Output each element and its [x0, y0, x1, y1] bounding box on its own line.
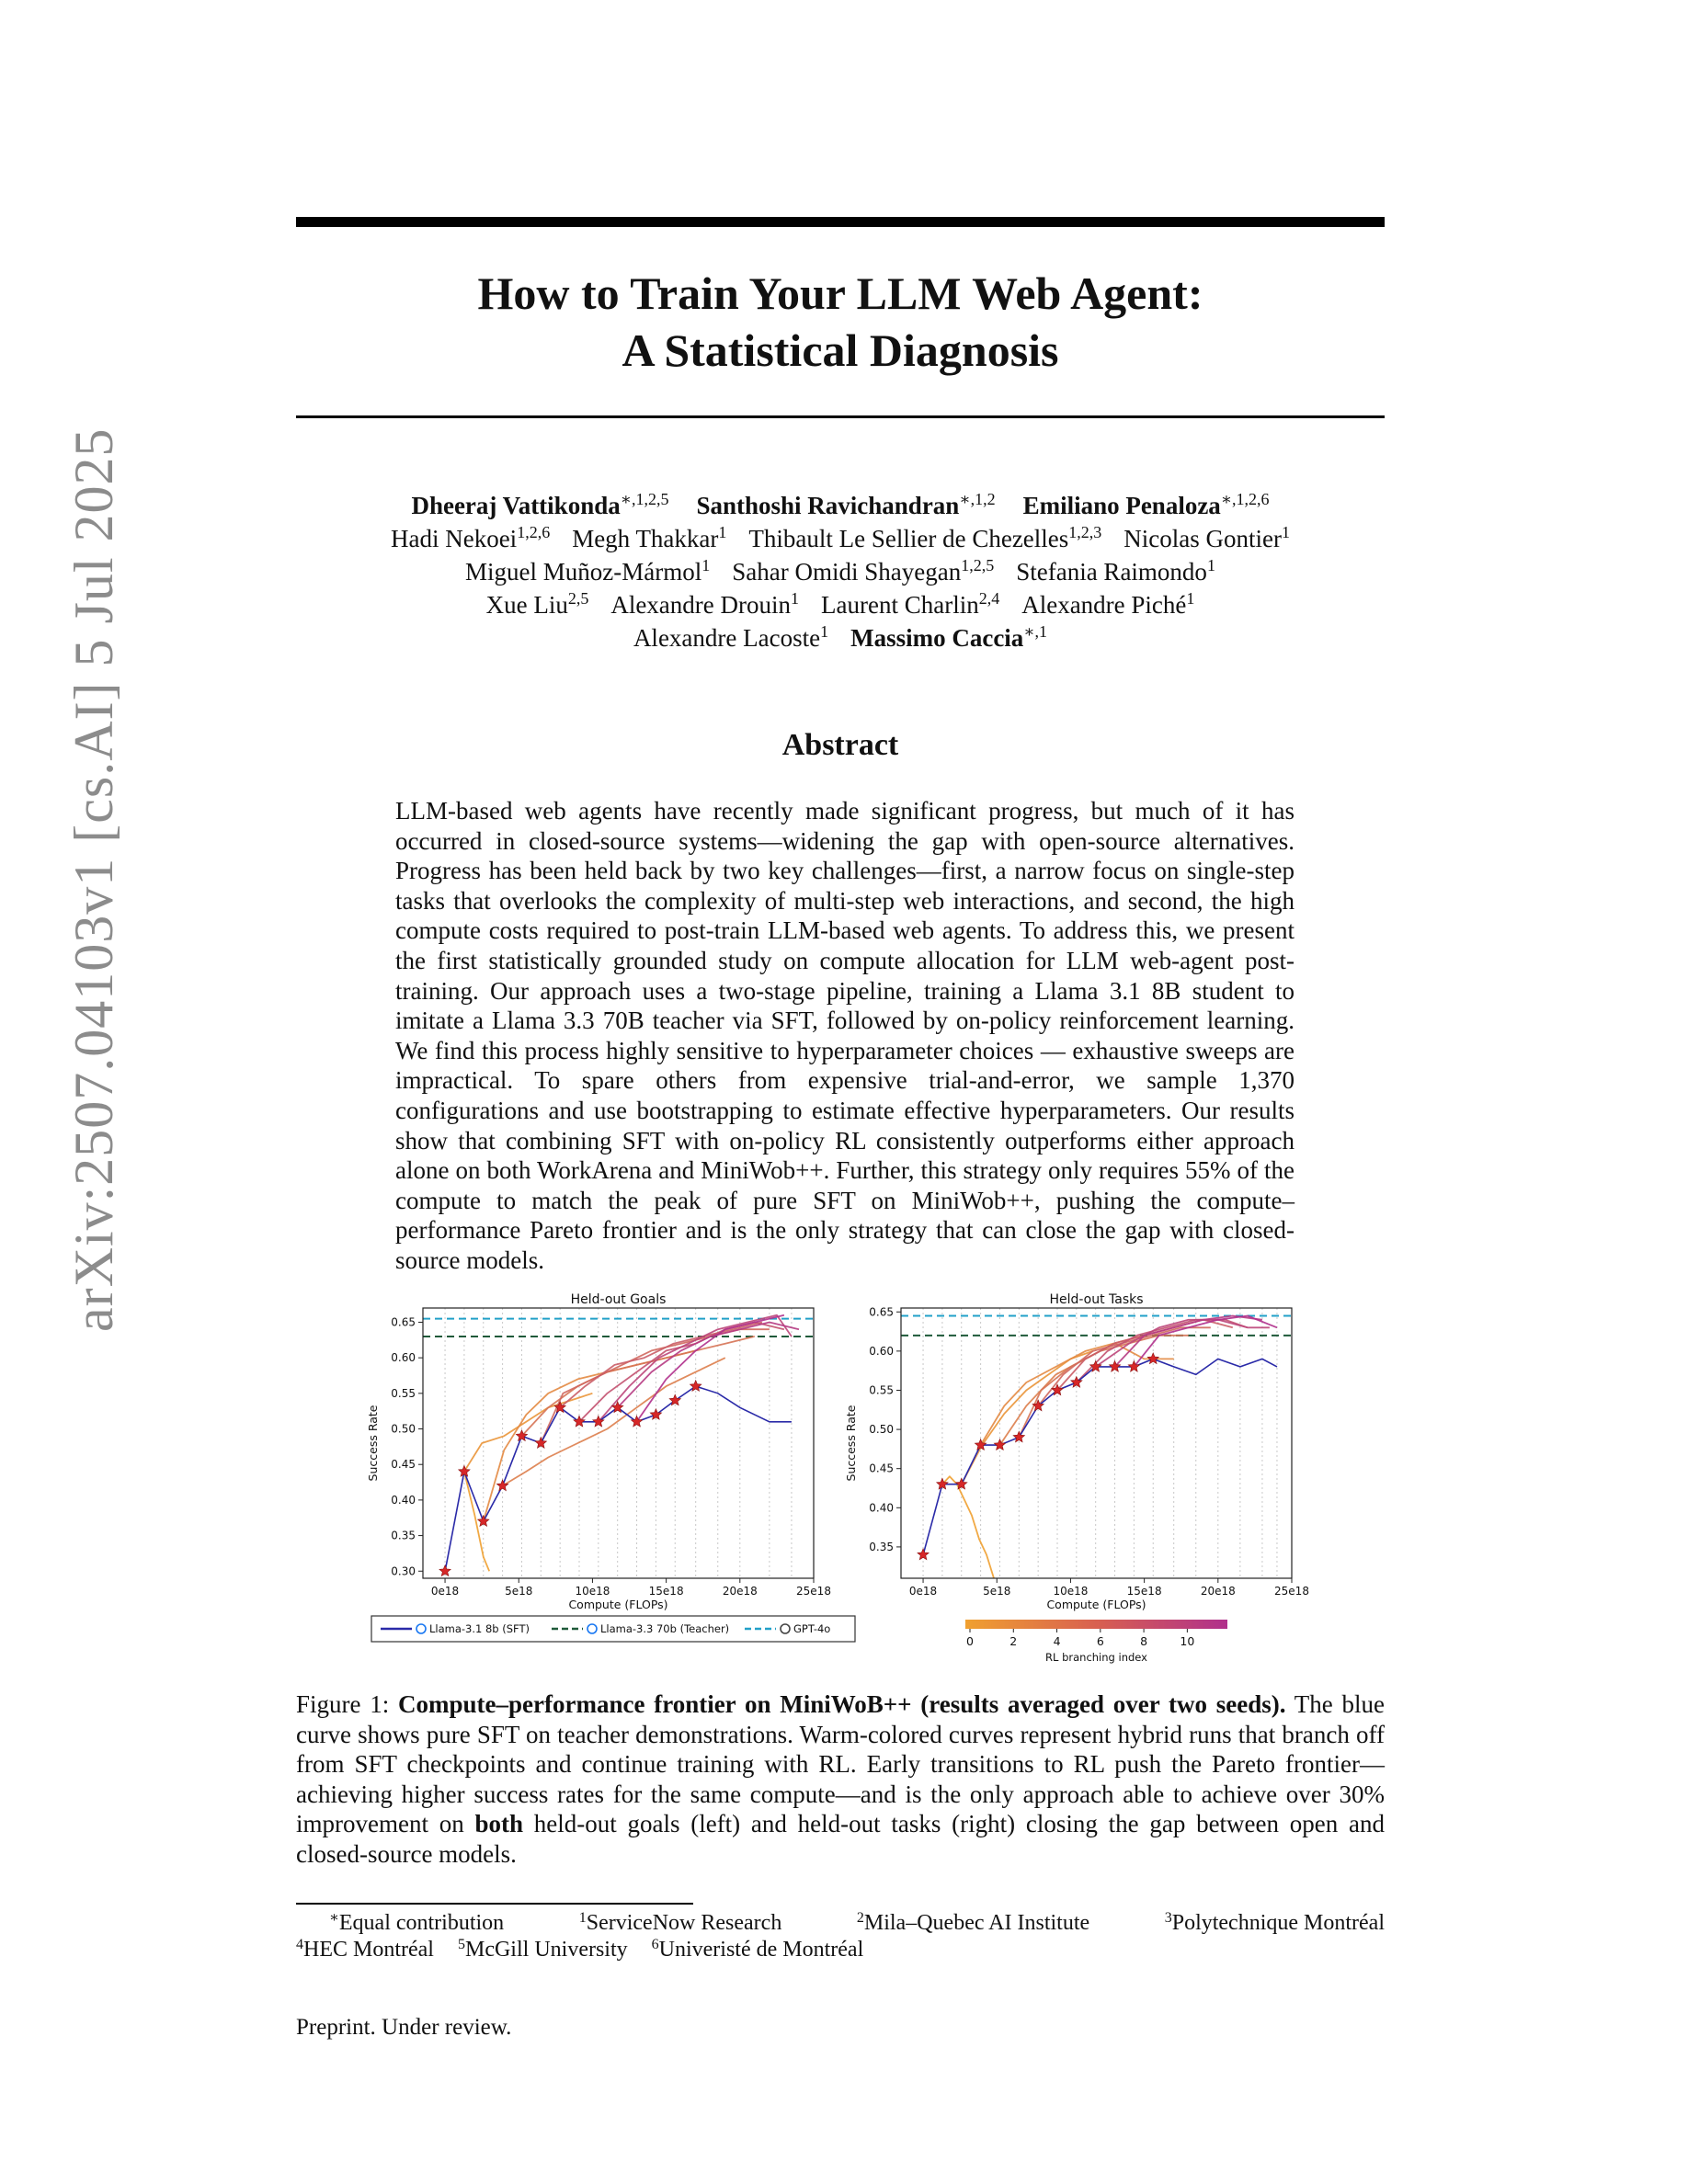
footnote-mark: 2 [856, 1910, 864, 1926]
arxiv-identifier: arXiv:2507.04103v1 [cs.AI] 5 Jul 2025 [63, 427, 124, 1332]
legend-label-teacher: Llama-3.3 70b (Teacher) [600, 1622, 730, 1635]
x-tick-label: 5e18 [983, 1585, 1011, 1598]
author-name: Santhoshi Ravichandran [696, 492, 960, 519]
y-tick-label: 0.35 [869, 1540, 894, 1553]
legend-label-sft: Llama-3.1 8b (SFT) [429, 1622, 530, 1635]
x-tick-label: 5e18 [505, 1585, 533, 1598]
caption-text-1: The blue curve shows pure SFT on teacher demonstrations. Warm-colored curves represent hybrid runs that branch off from SFT checkpoints and continue training with RL. Early transitions to RL push the Pareto frontier—achieving higher success rates for the same compute—and is the only approach able to achieve over 30% improvement on [296, 1690, 1385, 1838]
author-name: Dheeraj Vattikonda [411, 492, 621, 519]
rl-run-line [637, 1315, 784, 1422]
footnote-text: Mila–Quebec AI Institute [863, 1911, 1090, 1935]
chart-panel-held-out-goals [366, 1292, 831, 1611]
footnote-mark: 4 [296, 1937, 303, 1952]
x-tick-label: 15e18 [648, 1585, 684, 1598]
x-tick-label: 10e18 [1053, 1585, 1089, 1598]
footnote-item [329, 1910, 504, 1937]
author-name: Sahar Omidi Shayegan [732, 558, 962, 586]
footnote-text: ServiceNow Research [586, 1911, 782, 1935]
caption-title: Compute–performance frontier on MiniWoB++ (results averaged over two seeds). [398, 1690, 1286, 1718]
x-tick-label: 15e18 [1126, 1585, 1162, 1598]
x-tick-label: 0e18 [908, 1585, 938, 1598]
title-line-2: A Statistical Diagnosis [622, 324, 1059, 376]
footnote-mark: 3 [1164, 1910, 1172, 1926]
legend-label-gpt: GPT-4o [793, 1622, 831, 1635]
author-affiliation-marks: 1 [718, 523, 727, 541]
author-affiliation-marks: ∗,1 [1023, 622, 1048, 641]
y-tick-label: 0.35 [391, 1529, 416, 1542]
author-affiliation-marks: 1 [1186, 589, 1195, 608]
y-tick-label: 0.50 [869, 1423, 894, 1437]
author-affiliation-marks: 1 [1282, 523, 1290, 541]
x-tick-label: 20e18 [722, 1585, 758, 1598]
y-axis-label: Success Rate [366, 1405, 380, 1482]
author-name: Stefania Raimondo [1016, 558, 1207, 586]
caption-emphasis: both [474, 1810, 523, 1838]
plot-area [901, 1316, 1292, 1579]
y-tick-label: 0.45 [869, 1462, 894, 1475]
abstract-heading: Abstract [781, 728, 899, 762]
footnote-text: Polytechnique Montréal [1171, 1911, 1385, 1935]
author-name: Laurent Charlin [821, 591, 979, 619]
author-name: Hadi Nekoei [390, 525, 518, 552]
author-affiliation-marks: 1 [820, 622, 829, 641]
author-name: Alexandre Piché [1021, 591, 1187, 619]
figure-1 [359, 1291, 1324, 1668]
colorbar-tick-label: 4 [1053, 1634, 1061, 1648]
rl-run-line [541, 1329, 770, 1443]
author-affiliation-marks: 2,5 [567, 589, 589, 608]
sft-checkpoint-star [1147, 1353, 1158, 1364]
title-line-1: How to Train Your LLM Web Agent: [477, 267, 1203, 319]
author-name: Emiliano Penaloza [1022, 492, 1221, 519]
author-affiliation-marks: 1 [791, 589, 800, 608]
paper-title [296, 265, 1385, 379]
author-name: Alexandre Drouin [610, 591, 792, 619]
x-tick-label: 0e18 [430, 1585, 460, 1598]
footnote-item [652, 1938, 864, 1962]
colorbar [965, 1620, 1227, 1629]
figure-legend [371, 1616, 855, 1642]
footnote-line-1 [296, 1910, 1385, 1937]
footnote-text: McGill University [464, 1938, 628, 1962]
abstract-body: LLM-based web agents have recently made significant progress, but much of it has occurred in closed-source systems—widening the gap with open-source alternatives. Progress has been held back by two key challenges—first, a narrow focus on single-step tasks that overlooks the complexity of multi-step web interactions, and second, the high compute costs required to post-train LLM-based web agents. To address this, we present the first statistically grounded study on compute allocation for LLM web-agent post-training. Our approach uses a two-stage pipeline, training a Llama 3.1 8B student to imitate a Llama 3.3 70B teacher via SFT, followed by on-policy reinforcement learning. We find this process highly sensitive to hyperparameter choices — exhaustive sweeps are impractical. To spare others from expensive trial-and-error, we sample 1,370 configurations and use bootstrapping to estimate effective hyperparameters. Our results show that combining SFT with on-policy RL consistently outperforms either approach alone on both WorkArena and MiniWob++. Further, this strategy only requires 55% of the compute to match the peak of pure SFT on MiniWob++, pushing the compute–performance Pareto frontier and is the only strategy that can close the gap with closed-source models. [395, 797, 1295, 1274]
author-affiliation-marks: ∗,1,2,6 [1220, 490, 1270, 508]
author-affiliation-marks: 2,4 [978, 589, 1000, 608]
affiliations-footnote [296, 1910, 1385, 1963]
footnote-item [296, 1938, 434, 1962]
colorbar-label: RL branching index [1045, 1651, 1147, 1664]
y-tick-label: 0.30 [391, 1564, 416, 1578]
title-bottom-rule [296, 415, 1385, 418]
preprint-notice: Preprint. Under review. [296, 2015, 512, 2040]
x-tick-label: 25e18 [1274, 1585, 1309, 1598]
author-name: Massimo Caccia [850, 624, 1024, 652]
author-name: Thibault Le Sellier de Chezelles [748, 525, 1069, 552]
y-tick-label: 0.55 [391, 1386, 416, 1400]
footnote-item [857, 1910, 1089, 1937]
y-axis-label: Success Rate [844, 1405, 858, 1482]
y-tick-label: 0.60 [391, 1351, 416, 1365]
y-tick-label: 0.55 [869, 1383, 894, 1397]
caption-label: Figure 1: [296, 1690, 399, 1718]
colorbar-tick-label: 0 [966, 1634, 974, 1648]
y-tick-label: 0.65 [391, 1315, 416, 1329]
footnote-item [579, 1910, 782, 1937]
footnote-item [458, 1938, 628, 1962]
rl-run-line [962, 1351, 1093, 1484]
x-axis-label: Compute (FLOPs) [1046, 1598, 1146, 1611]
author-row [296, 621, 1385, 654]
sft-checkpoint-star [650, 1409, 661, 1420]
y-tick-label: 0.65 [869, 1305, 894, 1319]
author-affiliation-marks: 1 [1206, 556, 1215, 574]
author-affiliation-marks: 1 [701, 556, 711, 574]
chart-title: Held-out Goals [570, 1292, 667, 1307]
figure-caption [296, 1689, 1385, 1870]
y-tick-label: 0.50 [391, 1422, 416, 1436]
x-tick-label: 20e18 [1200, 1585, 1236, 1598]
y-tick-label: 0.40 [391, 1493, 416, 1507]
footnote-mark: 1 [578, 1910, 587, 1926]
rl-run-line [484, 1350, 696, 1521]
y-tick-label: 0.60 [869, 1344, 894, 1358]
author-row [296, 588, 1385, 621]
author-name: Megh Thakkar [572, 525, 719, 552]
author-affiliation-marks: 1,2,3 [1068, 523, 1102, 541]
author-affiliation-marks: 1,2,6 [517, 523, 551, 541]
footnote-text: Equal contribution [338, 1911, 505, 1935]
footnote-mark: 6 [651, 1937, 659, 1952]
rl-run-line [599, 1315, 792, 1422]
footnote-mark: 5 [457, 1937, 465, 1952]
author-row [296, 522, 1385, 555]
x-axis-label: Compute (FLOPs) [568, 1598, 668, 1611]
author-row [296, 555, 1385, 588]
sft-checkpoint-star [1013, 1431, 1024, 1442]
footnote-text: HEC Montréal [303, 1938, 434, 1962]
colorbar-tick-label: 8 [1140, 1634, 1148, 1648]
footnote-rule [296, 1903, 693, 1905]
author-list [296, 489, 1385, 654]
chart-panel-held-out-tasks [844, 1292, 1309, 1611]
chart-title: Held-out Tasks [1049, 1292, 1144, 1307]
footnote-item [1165, 1910, 1385, 1937]
plot-area [423, 1315, 814, 1576]
colorbar-tick-label: 6 [1096, 1634, 1104, 1648]
colorbar-tick-label: 10 [1180, 1634, 1195, 1648]
title-top-rule [296, 217, 1385, 227]
colorbar-tick-label: 2 [1009, 1634, 1018, 1648]
author-name: Miguel Muñoz-Mármol [465, 558, 702, 586]
sft-checkpoint-star [439, 1565, 451, 1576]
x-tick-label: 25e18 [796, 1585, 831, 1598]
caption-text-2: held-out goals (left) and held-out tasks (right) closing the gap between open and closed-source models. [296, 1810, 1385, 1868]
author-affiliation-marks: 1,2,5 [961, 556, 995, 574]
author-row [296, 489, 1385, 522]
y-tick-label: 0.40 [869, 1501, 894, 1515]
rl-run-line [1000, 1336, 1145, 1445]
author-name: Xue Liu [485, 591, 568, 619]
footnote-mark: ∗ [329, 1910, 339, 1926]
rl-run-line [942, 1476, 994, 1578]
footnote-text: Univeristé de Montréal [658, 1938, 864, 1962]
y-tick-label: 0.45 [391, 1458, 416, 1472]
x-tick-label: 10e18 [575, 1585, 610, 1598]
author-name: Nicolas Gontier [1123, 525, 1282, 552]
footnote-line-2 [296, 1937, 1385, 1963]
author-name: Alexandre Lacoste [633, 624, 821, 652]
author-affiliation-marks: ∗,1,2,5 [620, 490, 669, 508]
author-affiliation-marks: ∗,1,2 [959, 490, 996, 508]
